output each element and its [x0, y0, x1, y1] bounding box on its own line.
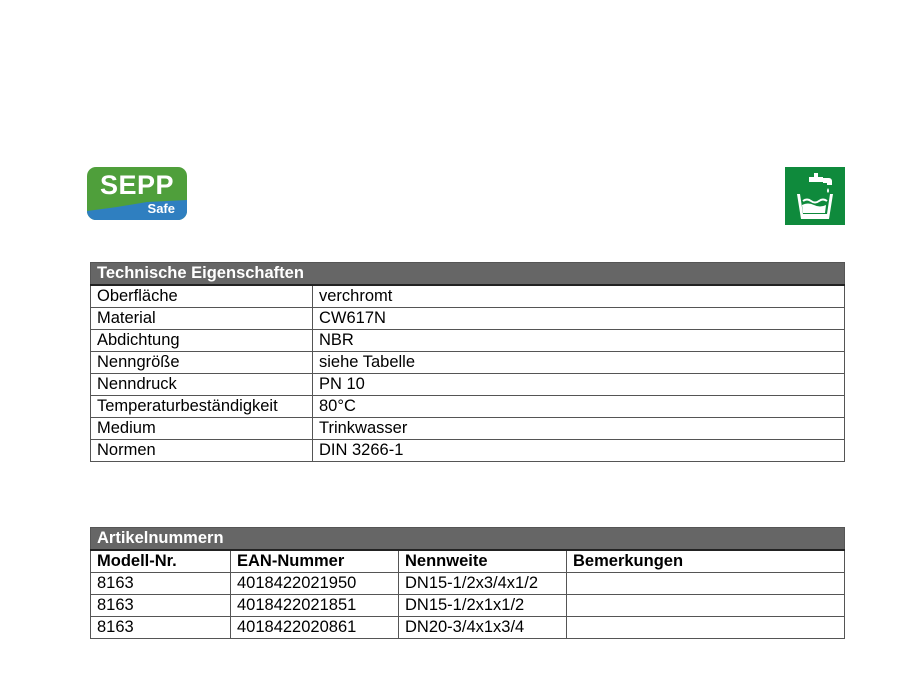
model-cell: 8163: [91, 595, 231, 617]
property-label: Normen: [91, 440, 313, 462]
sepp-safe-logo: [87, 167, 187, 220]
property-label: Oberfläche: [91, 285, 313, 308]
table-row: [91, 595, 845, 617]
column-header-remarks: Bemerkungen: [567, 550, 845, 573]
property-value: DIN 3266-1: [313, 440, 845, 462]
column-header-model: Modell-Nr.: [91, 550, 231, 573]
tech-title: Technische Eigenschaften: [91, 263, 845, 286]
ean-cell: 4018422021950: [231, 573, 399, 595]
property-value: NBR: [313, 330, 845, 352]
table-row: [91, 308, 845, 330]
remarks-cell: [567, 573, 845, 595]
property-label: Nenngröße: [91, 352, 313, 374]
table-row: [91, 352, 845, 374]
property-value: Trinkwasser: [313, 418, 845, 440]
property-value: verchromt: [313, 285, 845, 308]
column-header-size: Nennweite: [399, 550, 567, 573]
column-header-row: [91, 550, 845, 573]
table-row: [91, 440, 845, 462]
size-cell: DN15-1/2x1x1/2: [399, 595, 567, 617]
logo-subtitle: Safe: [147, 201, 175, 216]
ean-cell: 4018422020861: [231, 617, 399, 639]
drinking-water-icon: [785, 167, 845, 225]
technical-properties-table: [90, 262, 845, 462]
property-value: siehe Tabelle: [313, 352, 845, 374]
article-numbers-table: [90, 527, 845, 639]
property-label: Temperaturbeständigkeit: [91, 396, 313, 418]
property-value: 80°C: [313, 396, 845, 418]
property-value: CW617N: [313, 308, 845, 330]
size-cell: DN15-1/2x3/4x1/2: [399, 573, 567, 595]
property-label: Nenndruck: [91, 374, 313, 396]
table-row: [91, 374, 845, 396]
model-cell: 8163: [91, 573, 231, 595]
property-label: Material: [91, 308, 313, 330]
property-label: Medium: [91, 418, 313, 440]
articles-title: Artikelnummern: [91, 528, 845, 551]
table-row: [91, 617, 845, 639]
size-cell: DN20-3/4x1x3/4: [399, 617, 567, 639]
model-cell: 8163: [91, 617, 231, 639]
table-row: [91, 573, 845, 595]
property-value: PN 10: [313, 374, 845, 396]
column-header-ean: EAN-Nummer: [231, 550, 399, 573]
property-label: Abdichtung: [91, 330, 313, 352]
table-row: [91, 396, 845, 418]
table-row: [91, 285, 845, 308]
table-row: [91, 330, 845, 352]
table-row: [91, 418, 845, 440]
ean-cell: 4018422021851: [231, 595, 399, 617]
remarks-cell: [567, 617, 845, 639]
remarks-cell: [567, 595, 845, 617]
logo-title: SEPP: [99, 170, 175, 200]
